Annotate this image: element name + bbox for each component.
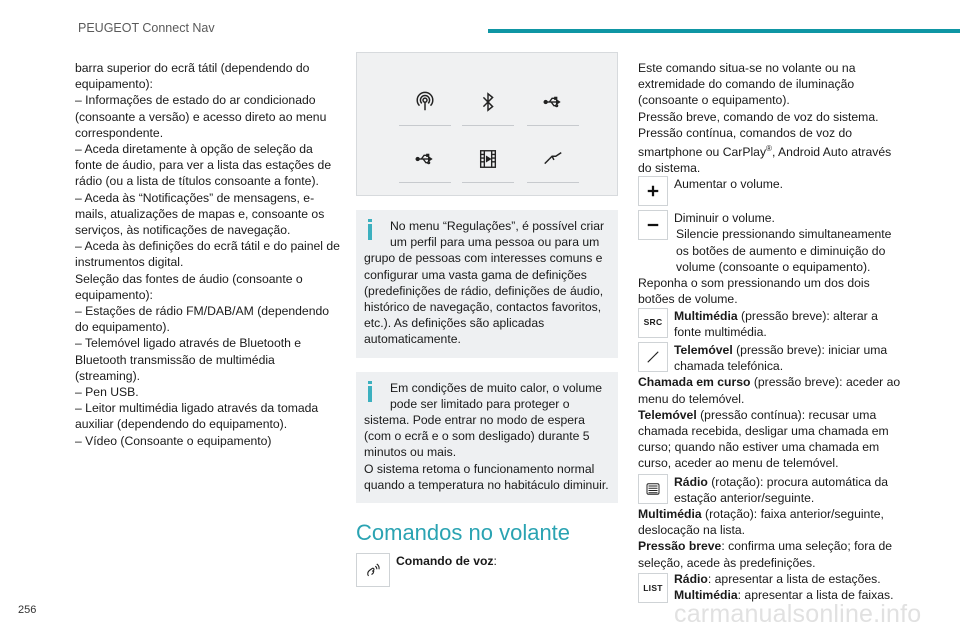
note-text: um perfil para uma pessoa ou para um grupo de pessoas com interesses comuns e configurar uma vasta gama de definições (predefinições de rádio, definições de áudio, histórico de navegação, contactos favoritos, etc.). As definições são aplicadas automaticamente. (364, 235, 604, 347)
note-text: No menu “Regulações”, é possível criar (390, 219, 605, 233)
info-icon (368, 219, 372, 222)
paragraph: Pressão contínua, comandos de voz do smartphone ou CarPlay®, Android Auto através do sistema. (638, 125, 892, 176)
header-accent-bar (488, 29, 960, 33)
volume-up-item: Aumentar o volume. (638, 176, 902, 206)
list-item: LIST Rádio: apresentar a lista de estações. Multimédia: apresentar a lista de faixas. (638, 571, 902, 603)
paragraph: – Aceda às “Notificações” de mensagens, e-mails, atualizações de mapas e, consoante os serviços, às notificações de navegação. (75, 190, 325, 238)
paragraph: – Vídeo (Consoante o equipamento) (75, 433, 272, 448)
aux-jack-icon (523, 148, 583, 183)
radio-item: Rádio (rotação): procura automática da estação anterior/seguinte. (638, 474, 902, 506)
paragraph: – Aceda diretamente à opção de seleção da fonte de áudio, para ver a lista das estações de rádio (ou a lista de títulos consoante a fonte). (75, 142, 332, 189)
paragraph: Multimédia (rotação): faixa anterior/seguinte, deslocação na lista. (638, 506, 884, 538)
paragraph: Chamada em curso (pressão breve): aceder ao menu do telemóvel. (638, 375, 901, 406)
paragraph: Este comando situa-se no volante ou na extremidade do comando de iluminação (consoante o equipamento). (638, 61, 856, 108)
voice-command-icon (356, 553, 390, 587)
radio-signal-icon (395, 91, 455, 126)
bluetooth-icon (458, 91, 518, 126)
voice-command-label: Comando de voz (396, 554, 494, 569)
note-text: Em condições de muito calor, o volume (390, 380, 603, 395)
paragraph: – Informações de estado do ar condicionado (consoante a versão) e acesso direto ao menu correspondente. (75, 93, 327, 140)
phone-item: Telemóvel (pressão breve): iniciar uma chamada telefónica. (638, 342, 902, 374)
watermark: carmanualsonline.info (674, 600, 922, 628)
usb-icon (395, 148, 455, 183)
list-button-icon: LIST (638, 573, 668, 603)
paragraph: barra superior do ecrã tátil (dependendo do equipamento): (75, 61, 310, 92)
section-title: Comandos no volante (356, 520, 571, 546)
plus-icon (638, 176, 668, 206)
usb-icon (523, 91, 583, 126)
paragraph: Reponha o som pressionando um dos dois botões de volume. (638, 276, 870, 307)
voice-command-item: Comando de voz: (356, 553, 618, 587)
page-number: 256 (18, 604, 37, 616)
video-film-icon (458, 148, 518, 183)
paragraph: – Leitor multimédia ligado através da tomada auxiliar (dependendo do equipamento). (75, 401, 319, 432)
minus-icon (638, 210, 668, 240)
thumbwheel-icon (638, 474, 668, 504)
paragraph: Seleção das fontes de áudio (consoante o equipamento): (75, 271, 303, 302)
volume-down-item: Diminuir o volume. (638, 210, 902, 240)
info-icon (368, 381, 372, 384)
paragraph: – Aceda às definições do ecrã tátil e do painel de instrumentos digital. (75, 239, 340, 270)
paragraph: Silencie pressionando simultaneamente os botões de aumento e diminuição do volume (consoante o equipamento). (676, 227, 892, 274)
src-item: SRC Multimédia (pressão breve): alterar a fonte multimédia. (638, 308, 902, 340)
running-header: PEUGEOT Connect Nav (78, 21, 215, 35)
note-text: pode ser limitado para proteger o sistema. Pode entrar no modo de espera (com o ecrã e o som desligado) durante 5 minutos ou mais. (364, 396, 590, 460)
paragraph: – Estações de rádio FM/DAB/AM (dependendo do equipamento). (75, 304, 330, 335)
paragraph: – Pen USB. (75, 385, 139, 400)
paragraph: Pressão breve: confirma uma seleção; fora de seleção, acede às predefinições. (638, 539, 893, 570)
paragraph: Telemóvel (pressão contínua): recusar uma chamada recebida, desligar uma chamada em curso; quando não estiver uma chamada em curso, aceder ao menu de telemóvel. (638, 407, 889, 471)
paragraph: – Telemóvel ligado através de Bluetooth e Bluetooth transmissão de multimédia (streaming). (75, 336, 302, 383)
phone-icon (638, 342, 668, 372)
left-column (75, 60, 343, 449)
note-text: O sistema retoma o funcionamento normal quando a temperatura no habitáculo diminuir. (364, 461, 609, 492)
paragraph: Pressão breve, comando de voz do sistema. (638, 109, 879, 124)
middle-column (356, 52, 618, 587)
info-note-settings (356, 210, 618, 358)
info-note-temperature (356, 372, 618, 503)
right-column (638, 60, 902, 603)
src-button-icon: SRC (638, 308, 668, 338)
audio-source-icon-panel (356, 52, 618, 196)
